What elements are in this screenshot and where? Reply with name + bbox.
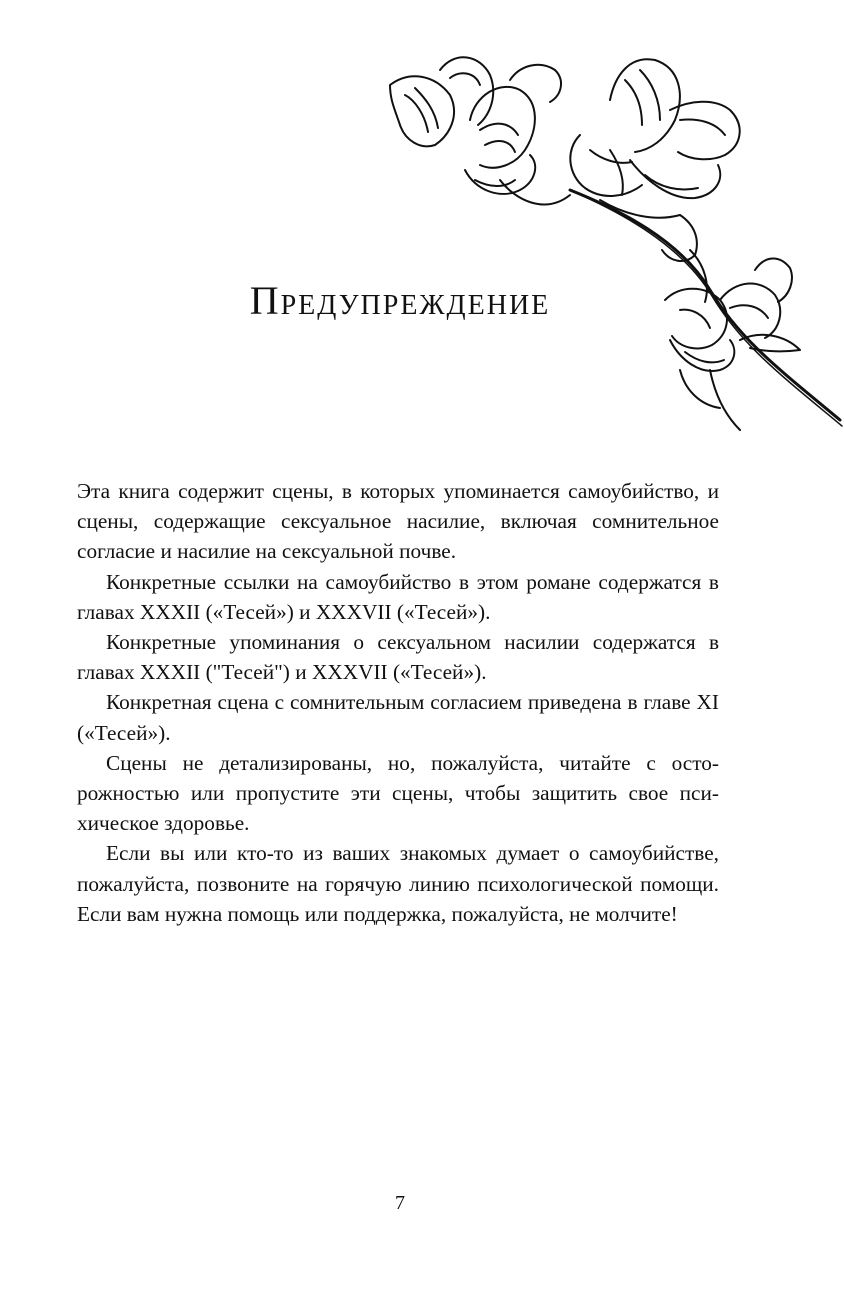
paragraph: Эта книга содержит сцены, в которых упоминается самоубийство, и сцены, содержащие сексуальное насилие, включая сомнительное согласие и насилие на сексуальной почве.	[77, 479, 719, 564]
paragraph: Конкретная сцена с сомнительным согласием приведена в главе XI («Тесей»).	[77, 690, 719, 745]
paragraph: Конкретные ссылки на самоубийство в этом романе содержатся в главах XXXII («Тесей») и XXXVII («Тесей»).	[77, 569, 719, 624]
paragraph: Конкретные упоминания о сексуальном насилии содержатся в главах XXXII ("Тесей") и XXXVII («Тесей»).	[77, 630, 719, 685]
warning-text	[77, 476, 719, 929]
page-number: 7	[395, 1192, 405, 1214]
paragraph: Если вы или кто-то из ваших знакомых думает о самоубийстве, пожалуйста, позвоните на горячую линию психологической помощи. Если вам нужна помощь или поддержка, пожалуйста, не молчите!	[77, 841, 719, 926]
paragraph: Сцены не детализированы, но, пожалуйста, читайте с осторожностью или пропустите эти сцены, чтобы защитить свое психическое здоровье.	[77, 750, 719, 836]
page-title: Предупреждение	[249, 278, 551, 323]
iris-flower-illustration	[380, 40, 844, 440]
